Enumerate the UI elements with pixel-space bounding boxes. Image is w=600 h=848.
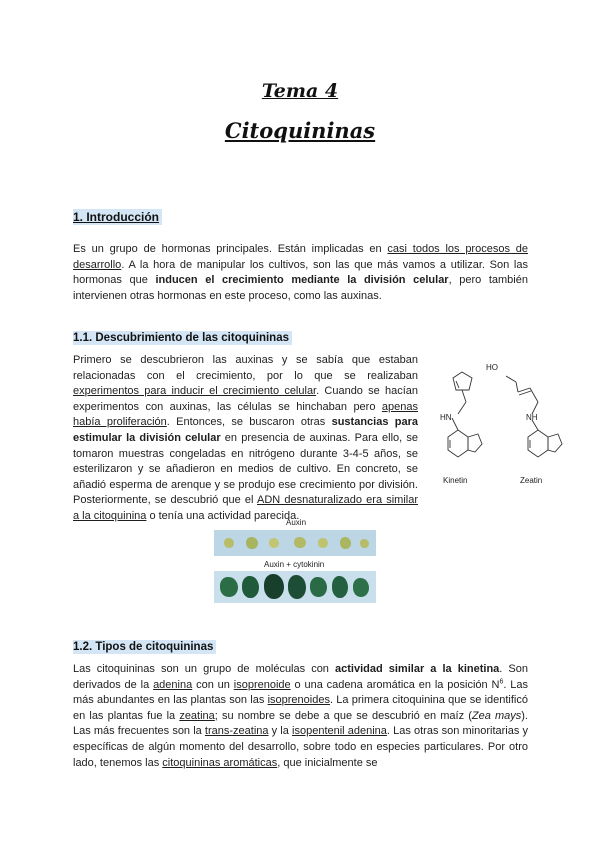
culture-label-auxin: Auxin [286, 518, 307, 527]
section-heading-introduccion: 1. Introducción [73, 209, 162, 225]
paragraph-introduccion [73, 242, 528, 304]
callus-large [353, 578, 369, 597]
culture-label-auxin-cytokinin: Auxin + cytokinin [264, 560, 325, 569]
underlined-text: isopentenil adenina [292, 725, 387, 738]
doc-subtitle: Citoquininas [224, 118, 376, 143]
text-run: Primero se descubrieron las auxinas y se sabía que estaban relacionadas con el crecimiento, por lo que se realizaban [73, 354, 418, 382]
text-run: . Las más abundantes en las plantas son las [73, 678, 528, 707]
text-run: o tenía una actividad parecida. [146, 509, 300, 522]
text-run: y la [268, 725, 293, 738]
ho-label: HO [486, 363, 498, 372]
callus-small [246, 537, 258, 549]
underlined-text: experimentos para inducir el crecimiento celular [73, 385, 317, 398]
text-run: . Son derivados de la [73, 663, 528, 691]
text-run: con un [192, 678, 234, 691]
underlined-text: isoprenoides [267, 694, 330, 707]
paragraph-descubrimiento [73, 353, 418, 525]
culture-photo-auxin [214, 530, 376, 556]
text-run: , que inicialmente se [277, 756, 378, 769]
callus-small [340, 537, 351, 549]
callus-large [220, 577, 238, 597]
text-run: . Las otras son minoritarias y específicas de algún momento del desarrollo, sobre todo en especies particulares. Por otro lado, tenemos las [73, 725, 528, 769]
text-run: en presencia de auxinas. Para ello, se tomaron muestras congeladas en nitrógeno durante 3-4-5 años, se esterilizaron y se añadieron en medios de cultivo. En concreto, se añadió esperma de arenque y se produjo ese crecimiento por división. Posteriormente, se descubrió que el [73, 431, 419, 507]
text-run: ). Las más frecuentes son la [73, 709, 528, 738]
callus-large [264, 574, 284, 599]
zeatin-label: Zeatin [520, 476, 543, 485]
callus-large [310, 577, 327, 597]
callus-small [224, 538, 234, 548]
kinetin-label: Kinetin [443, 476, 468, 485]
bold-text: inducen el crecimiento mediante la división celular [155, 274, 449, 287]
text-run: Las citoquininas son un grupo de moléculas con [73, 663, 335, 675]
text-run: . Cuando se hacían experimentos con auxinas, las células se hinchaban pero [73, 385, 418, 413]
paragraph-tipos [73, 662, 528, 771]
callus-small [318, 538, 328, 548]
nh-label: NH [526, 413, 538, 422]
underlined-text: trans-zeatina [204, 725, 269, 738]
text-run: ; su nombre se debe a que se descubrió en maíz ( [214, 709, 472, 722]
underlined-text: ADN desnaturalizado era similar a la citoquinina [73, 494, 419, 522]
section-heading-tipos: 1.2. Tipos de citoquininas [73, 640, 216, 654]
culture-photo-auxin-cytokinin [214, 571, 376, 603]
underlined-text: apenas había proliferación [73, 400, 418, 429]
underlined-text: adenina [153, 678, 193, 691]
cytokinin-structures-figure [428, 362, 568, 494]
underlined-text: citoquininas aromáticas [162, 756, 278, 769]
bold-text: actividad similar a la kinetina [335, 663, 500, 675]
section-heading-descubrimiento: 1.1. Descubrimiento de las citoquininas [73, 331, 292, 345]
italic-text: Zea mays [471, 709, 522, 722]
bold-text: sustancias para estimular la división celular [73, 416, 418, 444]
text-run: . La primera citoquinina que se identificó en las plantas fue la [73, 694, 528, 722]
text-run: . A la hora de manipular los cultivos, son las que más vamos a utilizar. Son las hormonas que [73, 258, 528, 287]
text-run: , pero también intervienen otras hormonas en este proceso, como las auxinas. [73, 274, 528, 302]
callus-large [242, 576, 259, 598]
text-run: Es un grupo de hormonas principales. Están implicadas en [73, 243, 388, 255]
underlined-text: isoprenoide [233, 678, 291, 691]
underlined-text: zeatina [179, 709, 215, 722]
text-run: o una cadena aromática en la posición N [290, 678, 500, 691]
callus-small [294, 537, 306, 548]
doc-title: Tema 4 [261, 80, 339, 102]
text-run: . Entonces, se buscaron otras [166, 416, 332, 429]
callus-small [360, 539, 369, 548]
hn-label: HN [440, 413, 452, 422]
kinetin-structure [448, 372, 482, 457]
callus-large [288, 575, 306, 599]
underlined-text: casi todos los procesos de desarrollo [73, 243, 528, 271]
superscript: 6 [499, 677, 504, 685]
callus-large [332, 576, 348, 598]
callus-small [269, 538, 279, 548]
